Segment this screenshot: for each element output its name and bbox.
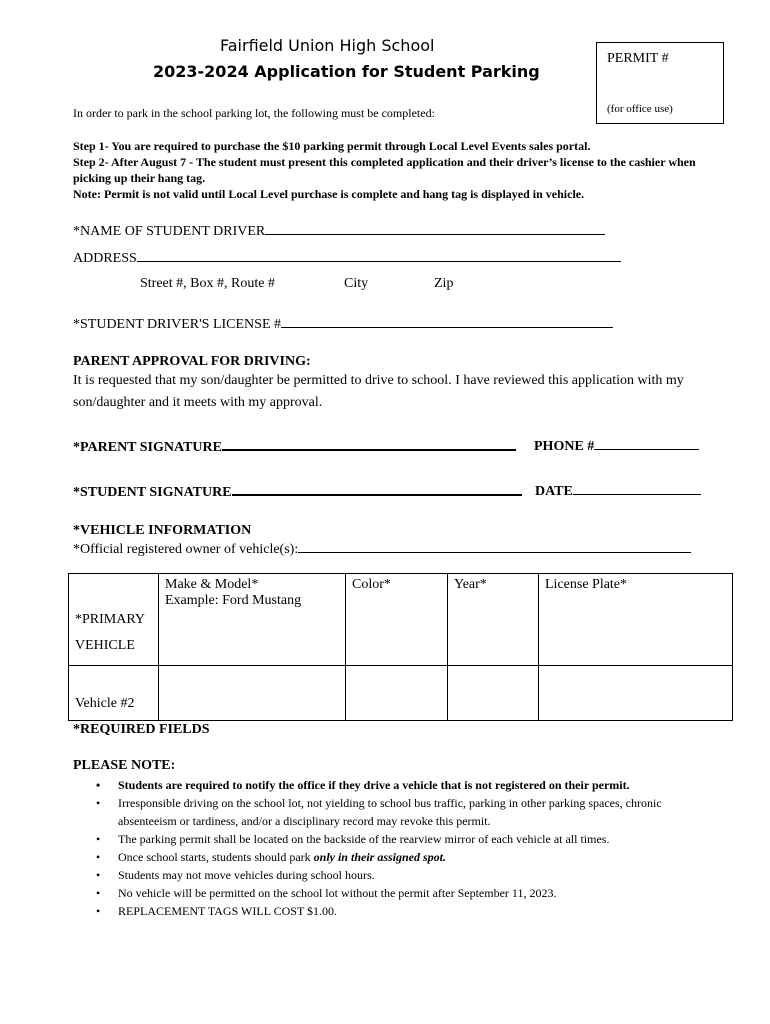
make-model-example: Example: Ford Mustang <box>165 593 302 608</box>
student-signature-line[interactable] <box>232 482 522 496</box>
color-header-cell[interactable] <box>346 574 448 666</box>
school-name: Fairfield Union High School <box>220 36 435 55</box>
permit-office-note: (for office use) <box>607 103 673 115</box>
step-note: Note: Permit is not valid until Local Level purchase is complete and hang tag is displayed in vehicle. <box>73 187 585 201</box>
step-2: Step 2- After August 7 - The student must present this completed application and their driver’s license to the cashier when picking up their hang tag. <box>73 155 696 185</box>
make-model-header-cell[interactable] <box>159 574 346 666</box>
vehicle-2-color-cell[interactable] <box>346 666 448 721</box>
student-signature-field[interactable] <box>73 482 522 501</box>
student-name-line[interactable] <box>265 222 605 235</box>
registered-owner-line[interactable] <box>298 540 691 553</box>
license-line[interactable] <box>281 315 613 328</box>
phone-line[interactable] <box>594 437 699 450</box>
list-item <box>118 848 743 866</box>
list-item: • The parking permit shall be located on the backside of the rearview mirror of each vehicle at all times. <box>118 830 743 848</box>
registered-owner-label: *Official registered owner of vehicle(s): <box>73 542 299 557</box>
parent-approval <box>73 354 733 414</box>
address-label: ADDRESS <box>73 251 137 266</box>
year-header-cell[interactable] <box>448 574 539 666</box>
make-model-header: Make & Model* <box>165 577 259 592</box>
permit-box <box>596 42 724 124</box>
list-item: • Irresponsible driving on the school lot, not yielding to school bus traffic, parking in other parking spaces, chronic absenteeism or tardiness, and/or a disciplinary record may revoke this permit. <box>118 794 718 830</box>
parent-signature-line[interactable] <box>222 437 516 451</box>
table-row <box>69 666 733 721</box>
vehicle-2-plate-cell[interactable] <box>539 666 733 721</box>
year-header: Year* <box>454 577 487 592</box>
vehicle-2-make-cell[interactable] <box>159 666 346 721</box>
color-header: Color* <box>352 577 391 592</box>
vehicle-2-label: Vehicle #2 <box>75 696 135 711</box>
address-zip-hint: Zip <box>434 276 454 291</box>
student-signature-label: *STUDENT SIGNATURE <box>73 485 232 500</box>
primary-vehicle-label-cell <box>69 574 159 666</box>
parent-approval-text: It is requested that my son/daughter be permitted to drive to school. I have reviewed this application with my son/daughter and it meets with my approval. <box>73 373 684 410</box>
steps-section <box>73 138 733 202</box>
parent-signature-label: *PARENT SIGNATURE <box>73 440 222 455</box>
license-field[interactable] <box>73 315 613 333</box>
list-item: • REPLACEMENT TAGS WILL COST $1.00. <box>118 902 743 920</box>
list-item: • Students may not move vehicles during school hours. <box>118 866 743 884</box>
notes-list <box>73 776 743 920</box>
intro-text: In order to park in the school parking lot, the following must be completed: <box>73 106 435 120</box>
form-title: 2023-2024 Application for Student Parking <box>153 62 540 81</box>
parent-signature-field[interactable] <box>73 437 516 456</box>
date-line[interactable] <box>573 482 701 495</box>
date-field[interactable] <box>535 482 701 500</box>
registered-owner-field[interactable] <box>73 540 691 558</box>
table-row <box>69 574 733 666</box>
vehicle-2-label-cell <box>69 666 159 721</box>
phone-field[interactable] <box>534 437 699 455</box>
license-label: *STUDENT DRIVER'S LICENSE # <box>73 317 281 332</box>
student-name-field[interactable] <box>73 222 605 240</box>
primary-label: *PRIMARY <box>75 612 146 627</box>
address-line[interactable] <box>137 249 621 262</box>
note-assigned-spot-text: Once school starts, students should park <box>118 850 314 864</box>
address-street-hint: Street #, Box #, Route # <box>140 276 275 291</box>
address-city-hint: City <box>344 276 369 291</box>
please-note-heading: PLEASE NOTE: <box>73 758 176 773</box>
address-field[interactable] <box>73 249 621 267</box>
vehicle-info-heading: *VEHICLE INFORMATION <box>73 523 252 538</box>
list-item: • No vehicle will be permitted on the school lot without the permit after September 11, 2023. <box>118 884 743 902</box>
license-plate-header-cell[interactable] <box>539 574 733 666</box>
list-item: • Students are required to notify the office if they drive a vehicle that is not registered on their permit. <box>118 776 743 794</box>
step-1: Step 1- You are required to purchase the $10 parking permit through Local Level Events sales portal. <box>73 139 591 153</box>
date-label: DATE <box>535 484 573 499</box>
license-plate-header: License Plate* <box>545 577 628 592</box>
permit-label: PERMIT # <box>607 51 669 66</box>
vehicle-2-year-cell[interactable] <box>448 666 539 721</box>
vehicle-table <box>68 573 733 721</box>
note-assigned-spot-emphasis: only in their assigned spot. <box>313 850 446 864</box>
vehicle-label: VEHICLE <box>75 638 135 653</box>
required-fields-note: *REQUIRED FIELDS <box>73 722 210 737</box>
phone-label: PHONE # <box>534 439 595 454</box>
please-note-section <box>73 758 743 920</box>
parent-approval-heading: PARENT APPROVAL FOR DRIVING: <box>73 354 311 369</box>
student-name-label: *NAME OF STUDENT DRIVER <box>73 224 266 239</box>
